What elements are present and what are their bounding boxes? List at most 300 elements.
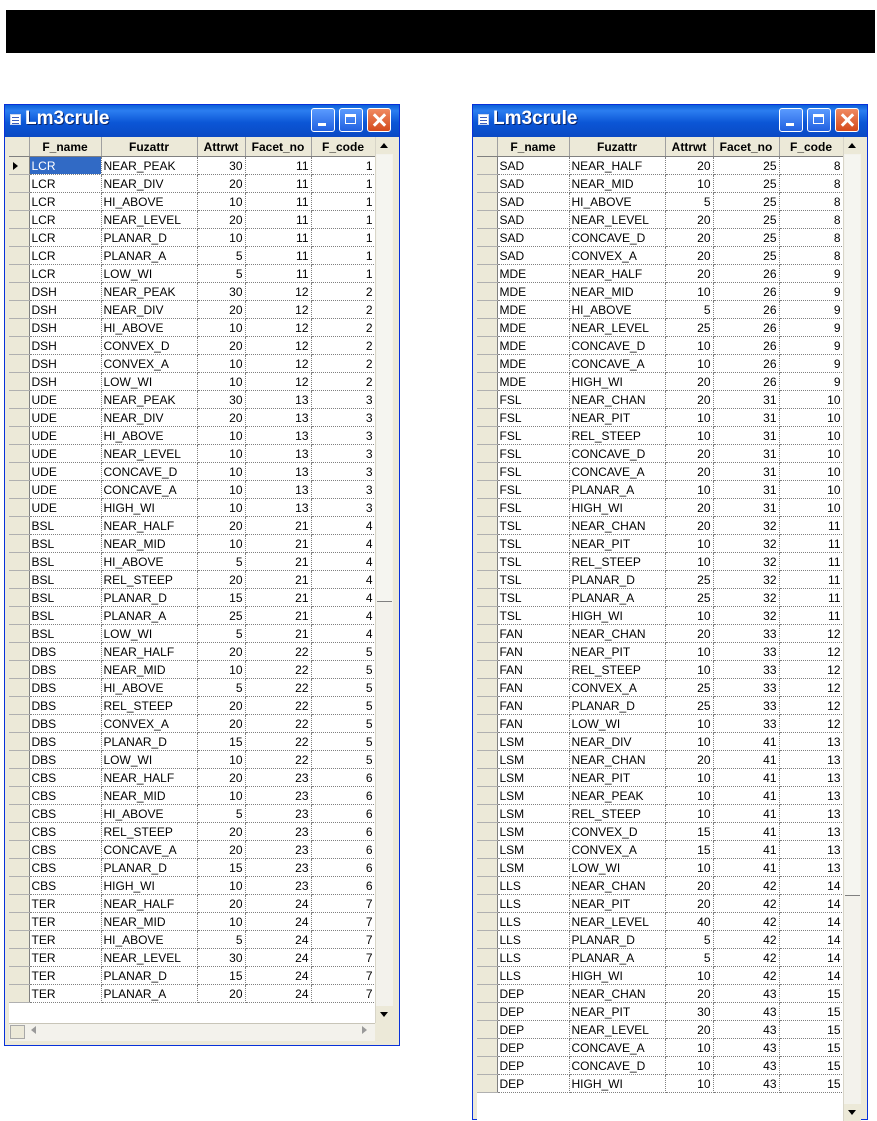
table-row[interactable]: [477, 931, 843, 949]
cell-f-code[interactable]: 9: [779, 265, 843, 283]
cell-f-code[interactable]: 10: [779, 427, 843, 445]
cell-f-name[interactable]: LLS: [497, 967, 569, 985]
cell-attrwt[interactable]: 10: [197, 445, 245, 463]
cell-facet-no[interactable]: 23: [245, 823, 311, 841]
row-selector[interactable]: [9, 265, 29, 283]
cell-f-code[interactable]: 5: [311, 643, 375, 661]
cell-facet-no[interactable]: 33: [713, 643, 779, 661]
cell-f-code[interactable]: 3: [311, 499, 375, 517]
cell-facet-no[interactable]: 21: [245, 535, 311, 553]
cell-attrwt[interactable]: 20: [197, 409, 245, 427]
cell-facet-no[interactable]: 41: [713, 787, 779, 805]
cell-f-code[interactable]: 5: [311, 697, 375, 715]
row-selector[interactable]: [9, 283, 29, 301]
cell-f-code[interactable]: 11: [779, 535, 843, 553]
table-row[interactable]: [477, 319, 843, 337]
cell-facet-no[interactable]: 21: [245, 571, 311, 589]
cell-facet-no[interactable]: 41: [713, 859, 779, 877]
cell-attrwt[interactable]: 10: [665, 283, 713, 301]
cell-f-code[interactable]: 5: [311, 733, 375, 751]
row-selector[interactable]: [477, 1057, 497, 1075]
cell-f-name[interactable]: LLS: [497, 877, 569, 895]
cell-attrwt[interactable]: 10: [665, 355, 713, 373]
cell-attrwt[interactable]: 5: [197, 265, 245, 283]
cell-f-name[interactable]: DSH: [29, 301, 101, 319]
table-row[interactable]: [9, 823, 375, 841]
cell-f-code[interactable]: 5: [311, 715, 375, 733]
row-selector[interactable]: [477, 1039, 497, 1057]
cell-facet-no[interactable]: 23: [245, 787, 311, 805]
cell-f-name[interactable]: MDE: [497, 355, 569, 373]
table-row[interactable]: [9, 319, 375, 337]
cell-attrwt[interactable]: 20: [665, 463, 713, 481]
row-selector[interactable]: [477, 391, 497, 409]
cell-facet-no[interactable]: 42: [713, 949, 779, 967]
cell-f-name[interactable]: FAN: [497, 679, 569, 697]
cell-attrwt[interactable]: 10: [197, 661, 245, 679]
cell-attrwt[interactable]: 10: [197, 481, 245, 499]
cell-attrwt[interactable]: 15: [197, 859, 245, 877]
cell-facet-no[interactable]: 11: [245, 229, 311, 247]
cell-fuzattr[interactable]: NEAR_PIT: [569, 409, 665, 427]
cell-fuzattr[interactable]: PLANAR_D: [569, 931, 665, 949]
table-row[interactable]: [477, 625, 843, 643]
row-selector[interactable]: [477, 211, 497, 229]
cell-facet-no[interactable]: 24: [245, 913, 311, 931]
cell-f-name[interactable]: DBS: [29, 661, 101, 679]
cell-facet-no[interactable]: 31: [713, 481, 779, 499]
cell-attrwt[interactable]: 10: [665, 427, 713, 445]
cell-f-code[interactable]: 14: [779, 895, 843, 913]
row-selector[interactable]: [9, 571, 29, 589]
row-selector[interactable]: [9, 175, 29, 193]
cell-f-name[interactable]: FAN: [497, 625, 569, 643]
table-row[interactable]: [9, 697, 375, 715]
table-row[interactable]: [9, 895, 375, 913]
cell-f-code[interactable]: 7: [311, 913, 375, 931]
column-header-f-name[interactable]: F_name: [29, 137, 101, 157]
cell-attrwt[interactable]: 10: [665, 805, 713, 823]
row-selector[interactable]: [477, 481, 497, 499]
table-row[interactable]: [477, 589, 843, 607]
cell-attrwt[interactable]: 20: [665, 877, 713, 895]
row-selector[interactable]: [9, 769, 29, 787]
table-row[interactable]: [477, 355, 843, 373]
table-row[interactable]: [477, 517, 843, 535]
row-selector[interactable]: [9, 625, 29, 643]
cell-attrwt[interactable]: 15: [665, 823, 713, 841]
cell-attrwt[interactable]: 5: [197, 553, 245, 571]
row-selector[interactable]: [477, 805, 497, 823]
cell-f-name[interactable]: LCR: [29, 229, 101, 247]
cell-f-name[interactable]: TSL: [497, 517, 569, 535]
cell-fuzattr[interactable]: NEAR_CHAN: [569, 391, 665, 409]
cell-facet-no[interactable]: 33: [713, 679, 779, 697]
cell-fuzattr[interactable]: NEAR_CHAN: [569, 877, 665, 895]
cell-fuzattr[interactable]: CONVEX_A: [569, 841, 665, 859]
cell-fuzattr[interactable]: PLANAR_D: [569, 571, 665, 589]
cell-f-name[interactable]: LLS: [497, 895, 569, 913]
cell-fuzattr[interactable]: HIGH_WI: [101, 877, 197, 895]
cell-f-name[interactable]: DEP: [497, 985, 569, 1003]
cell-fuzattr[interactable]: REL_STEEP: [101, 823, 197, 841]
row-selector[interactable]: [477, 895, 497, 913]
cell-attrwt[interactable]: 20: [197, 697, 245, 715]
cell-f-code[interactable]: 8: [779, 229, 843, 247]
table-row[interactable]: [477, 337, 843, 355]
cell-fuzattr[interactable]: PLANAR_D: [101, 589, 197, 607]
cell-facet-no[interactable]: 21: [245, 625, 311, 643]
cell-fuzattr[interactable]: NEAR_LEVEL: [569, 319, 665, 337]
cell-fuzattr[interactable]: NEAR_PIT: [569, 643, 665, 661]
row-selector[interactable]: [9, 697, 29, 715]
cell-f-code[interactable]: 12: [779, 679, 843, 697]
cell-attrwt[interactable]: 10: [665, 175, 713, 193]
cell-fuzattr[interactable]: REL_STEEP: [101, 697, 197, 715]
row-selector[interactable]: [477, 373, 497, 391]
cell-attrwt[interactable]: 5: [665, 301, 713, 319]
table-row[interactable]: [9, 337, 375, 355]
cell-f-name[interactable]: DBS: [29, 751, 101, 769]
cell-fuzattr[interactable]: LOW_WI: [101, 625, 197, 643]
row-selector[interactable]: [9, 553, 29, 571]
close-button[interactable]: [367, 108, 391, 132]
table-row[interactable]: [9, 553, 375, 571]
cell-facet-no[interactable]: 11: [245, 211, 311, 229]
cell-facet-no[interactable]: 33: [713, 661, 779, 679]
cell-fuzattr[interactable]: CONCAVE_D: [569, 1057, 665, 1075]
row-selector[interactable]: [9, 193, 29, 211]
row-selector[interactable]: [477, 355, 497, 373]
row-selector[interactable]: [477, 283, 497, 301]
row-selector[interactable]: [9, 841, 29, 859]
cell-facet-no[interactable]: 43: [713, 985, 779, 1003]
cell-f-code[interactable]: 3: [311, 481, 375, 499]
table-row[interactable]: [477, 697, 843, 715]
cell-fuzattr[interactable]: HIGH_WI: [569, 967, 665, 985]
cell-fuzattr[interactable]: HI_ABOVE: [569, 193, 665, 211]
row-selector[interactable]: [477, 319, 497, 337]
table-row[interactable]: [9, 229, 375, 247]
row-selector[interactable]: [9, 661, 29, 679]
cell-fuzattr[interactable]: NEAR_DIV: [569, 733, 665, 751]
cell-facet-no[interactable]: 24: [245, 931, 311, 949]
row-selector[interactable]: [477, 499, 497, 517]
cell-f-code[interactable]: 13: [779, 859, 843, 877]
cell-f-name[interactable]: LCR: [29, 247, 101, 265]
cell-facet-no[interactable]: 22: [245, 679, 311, 697]
cell-facet-no[interactable]: 41: [713, 751, 779, 769]
cell-f-code[interactable]: 1: [311, 175, 375, 193]
cell-facet-no[interactable]: 26: [713, 355, 779, 373]
table-row[interactable]: [9, 715, 375, 733]
cell-f-code[interactable]: 14: [779, 877, 843, 895]
cell-facet-no[interactable]: 21: [245, 553, 311, 571]
cell-f-name[interactable]: SAD: [497, 229, 569, 247]
cell-attrwt[interactable]: 10: [665, 337, 713, 355]
maximize-button[interactable]: [339, 108, 363, 132]
row-selector[interactable]: [9, 859, 29, 877]
cell-facet-no[interactable]: 23: [245, 877, 311, 895]
table-row[interactable]: [477, 679, 843, 697]
cell-fuzattr[interactable]: LOW_WI: [101, 265, 197, 283]
cell-f-name[interactable]: MDE: [497, 337, 569, 355]
cell-f-code[interactable]: 6: [311, 805, 375, 823]
cell-attrwt[interactable]: 20: [665, 229, 713, 247]
selector-header[interactable]: [9, 137, 29, 157]
cell-f-code[interactable]: 11: [779, 571, 843, 589]
cell-f-code[interactable]: 15: [779, 1039, 843, 1057]
cell-facet-no[interactable]: 22: [245, 751, 311, 769]
cell-attrwt[interactable]: 20: [665, 625, 713, 643]
cell-facet-no[interactable]: 43: [713, 1021, 779, 1039]
cell-attrwt[interactable]: 20: [197, 211, 245, 229]
row-selector[interactable]: [477, 409, 497, 427]
cell-f-name[interactable]: CBS: [29, 769, 101, 787]
cell-fuzattr[interactable]: NEAR_LEVEL: [101, 445, 197, 463]
row-selector[interactable]: [477, 175, 497, 193]
cell-f-code[interactable]: 13: [779, 805, 843, 823]
row-selector[interactable]: [477, 625, 497, 643]
cell-facet-no[interactable]: 22: [245, 715, 311, 733]
row-selector[interactable]: [477, 679, 497, 697]
cell-facet-no[interactable]: 25: [713, 211, 779, 229]
row-selector[interactable]: [9, 931, 29, 949]
cell-fuzattr[interactable]: HI_ABOVE: [101, 319, 197, 337]
cell-fuzattr[interactable]: NEAR_DIV: [101, 301, 197, 319]
cell-f-code[interactable]: 9: [779, 283, 843, 301]
cell-fuzattr[interactable]: PLANAR_D: [101, 967, 197, 985]
row-selector[interactable]: [477, 715, 497, 733]
cell-facet-no[interactable]: 21: [245, 517, 311, 535]
cell-fuzattr[interactable]: CONCAVE_A: [101, 841, 197, 859]
row-selector[interactable]: [9, 211, 29, 229]
cell-attrwt[interactable]: 10: [197, 877, 245, 895]
cell-facet-no[interactable]: 26: [713, 337, 779, 355]
cell-facet-no[interactable]: 32: [713, 553, 779, 571]
cell-fuzattr[interactable]: HI_ABOVE: [101, 553, 197, 571]
table-row[interactable]: [477, 787, 843, 805]
column-header-f-code[interactable]: F_code: [311, 137, 375, 157]
cell-facet-no[interactable]: 25: [713, 157, 779, 175]
cell-f-name[interactable]: BSL: [29, 589, 101, 607]
table-row[interactable]: [477, 769, 843, 787]
table-row[interactable]: [9, 841, 375, 859]
cell-f-name[interactable]: FSL: [497, 427, 569, 445]
scroll-down-button[interactable]: [844, 1104, 861, 1121]
cell-f-name[interactable]: LSM: [497, 787, 569, 805]
cell-f-code[interactable]: 9: [779, 355, 843, 373]
table-row[interactable]: [477, 247, 843, 265]
cell-facet-no[interactable]: 13: [245, 481, 311, 499]
cell-f-code[interactable]: 9: [779, 319, 843, 337]
cell-facet-no[interactable]: 43: [713, 1039, 779, 1057]
cell-facet-no[interactable]: 12: [245, 373, 311, 391]
table-row[interactable]: [477, 499, 843, 517]
cell-f-name[interactable]: LCR: [29, 211, 101, 229]
cell-f-code[interactable]: 12: [779, 697, 843, 715]
row-selector[interactable]: [9, 517, 29, 535]
table-row[interactable]: [477, 607, 843, 625]
cell-f-name[interactable]: UDE: [29, 445, 101, 463]
cell-f-name[interactable]: LSM: [497, 751, 569, 769]
cell-f-code[interactable]: 8: [779, 211, 843, 229]
row-selector[interactable]: [477, 841, 497, 859]
cell-attrwt[interactable]: 10: [665, 481, 713, 499]
cell-fuzattr[interactable]: CONVEX_D: [101, 337, 197, 355]
cell-attrwt[interactable]: 20: [665, 985, 713, 1003]
table-row[interactable]: [477, 481, 843, 499]
cell-f-code[interactable]: 4: [311, 589, 375, 607]
table-row[interactable]: [477, 913, 843, 931]
cell-attrwt[interactable]: 5: [197, 679, 245, 697]
cell-f-code[interactable]: 6: [311, 787, 375, 805]
cell-facet-no[interactable]: 24: [245, 967, 311, 985]
cell-fuzattr[interactable]: PLANAR_D: [101, 229, 197, 247]
column-header-f-code[interactable]: F_code: [779, 137, 843, 157]
cell-f-name[interactable]: DEP: [497, 1075, 569, 1093]
cell-attrwt[interactable]: 10: [665, 769, 713, 787]
table-row[interactable]: [477, 895, 843, 913]
cell-f-code[interactable]: 13: [779, 823, 843, 841]
cell-attrwt[interactable]: 10: [197, 499, 245, 517]
cell-facet-no[interactable]: 25: [713, 247, 779, 265]
cell-facet-no[interactable]: 25: [713, 175, 779, 193]
row-selector[interactable]: [9, 805, 29, 823]
table-row[interactable]: [9, 661, 375, 679]
row-selector[interactable]: [477, 877, 497, 895]
cell-facet-no[interactable]: 42: [713, 913, 779, 931]
cell-fuzattr[interactable]: PLANAR_D: [101, 859, 197, 877]
cell-facet-no[interactable]: 12: [245, 355, 311, 373]
cell-facet-no[interactable]: 26: [713, 301, 779, 319]
cell-f-name[interactable]: DSH: [29, 355, 101, 373]
cell-f-code[interactable]: 10: [779, 463, 843, 481]
row-selector[interactable]: [9, 715, 29, 733]
cell-f-code[interactable]: 7: [311, 931, 375, 949]
cell-f-code[interactable]: 7: [311, 949, 375, 967]
vertical-scrollbar[interactable]: [843, 137, 861, 1121]
cell-fuzattr[interactable]: CONCAVE_A: [569, 1039, 665, 1057]
cell-f-code[interactable]: 11: [779, 589, 843, 607]
row-selector[interactable]: [9, 787, 29, 805]
cell-facet-no[interactable]: 13: [245, 391, 311, 409]
cell-facet-no[interactable]: 23: [245, 769, 311, 787]
cell-f-name[interactable]: DSH: [29, 283, 101, 301]
column-header-f-name[interactable]: F_name: [497, 137, 569, 157]
cell-f-code[interactable]: 2: [311, 355, 375, 373]
selector-header[interactable]: [477, 137, 497, 157]
cell-f-name[interactable]: DSH: [29, 337, 101, 355]
cell-attrwt[interactable]: 10: [665, 535, 713, 553]
cell-f-name[interactable]: MDE: [497, 283, 569, 301]
table-row[interactable]: [477, 265, 843, 283]
cell-attrwt[interactable]: 10: [197, 373, 245, 391]
cell-facet-no[interactable]: 23: [245, 841, 311, 859]
cell-f-name[interactable]: LLS: [497, 913, 569, 931]
cell-fuzattr[interactable]: CONCAVE_A: [101, 481, 197, 499]
row-selector[interactable]: [9, 319, 29, 337]
row-selector[interactable]: [477, 949, 497, 967]
cell-facet-no[interactable]: 11: [245, 247, 311, 265]
cell-fuzattr[interactable]: PLANAR_A: [101, 607, 197, 625]
scroll-thumb-horizontal[interactable]: [10, 1025, 25, 1039]
cell-facet-no[interactable]: 31: [713, 499, 779, 517]
cell-facet-no[interactable]: 21: [245, 589, 311, 607]
cell-f-name[interactable]: DBS: [29, 643, 101, 661]
cell-attrwt[interactable]: 5: [665, 193, 713, 211]
cell-facet-no[interactable]: 25: [713, 229, 779, 247]
cell-f-code[interactable]: 9: [779, 337, 843, 355]
table-row[interactable]: [477, 877, 843, 895]
column-header-fuzattr[interactable]: Fuzattr: [569, 137, 665, 157]
cell-f-name[interactable]: DEP: [497, 1003, 569, 1021]
horizontal-scrollbar[interactable]: [9, 1023, 375, 1041]
table-row[interactable]: [9, 427, 375, 445]
cell-facet-no[interactable]: 22: [245, 733, 311, 751]
cell-facet-no[interactable]: 32: [713, 571, 779, 589]
cell-f-name[interactable]: BSL: [29, 553, 101, 571]
cell-f-code[interactable]: 15: [779, 1003, 843, 1021]
cell-attrwt[interactable]: 20: [665, 265, 713, 283]
cell-fuzattr[interactable]: NEAR_DIV: [101, 409, 197, 427]
table-row[interactable]: [9, 949, 375, 967]
cell-f-code[interactable]: 13: [779, 787, 843, 805]
cell-facet-no[interactable]: 23: [245, 859, 311, 877]
cell-fuzattr[interactable]: NEAR_MID: [101, 661, 197, 679]
cell-fuzattr[interactable]: HI_ABOVE: [101, 193, 197, 211]
table-row[interactable]: [477, 985, 843, 1003]
cell-attrwt[interactable]: 10: [665, 661, 713, 679]
cell-f-code[interactable]: 1: [311, 211, 375, 229]
table-row[interactable]: [9, 193, 375, 211]
cell-attrwt[interactable]: 10: [197, 535, 245, 553]
cell-fuzattr[interactable]: PLANAR_A: [101, 985, 197, 1003]
cell-attrwt[interactable]: 20: [665, 247, 713, 265]
cell-f-name[interactable]: TER: [29, 895, 101, 913]
table-row[interactable]: [9, 355, 375, 373]
cell-f-code[interactable]: 6: [311, 859, 375, 877]
cell-f-code[interactable]: 15: [779, 1021, 843, 1039]
cell-attrwt[interactable]: 30: [197, 391, 245, 409]
row-selector[interactable]: [477, 571, 497, 589]
cell-f-name[interactable]: BSL: [29, 517, 101, 535]
row-selector[interactable]: [477, 643, 497, 661]
cell-f-name[interactable]: SAD: [497, 157, 569, 175]
cell-facet-no[interactable]: 13: [245, 409, 311, 427]
column-header-fuzattr[interactable]: Fuzattr: [101, 137, 197, 157]
cell-f-code[interactable]: 9: [779, 301, 843, 319]
cell-attrwt[interactable]: 20: [197, 985, 245, 1003]
cell-f-code[interactable]: 14: [779, 913, 843, 931]
cell-f-code[interactable]: 15: [779, 985, 843, 1003]
cell-facet-no[interactable]: 12: [245, 283, 311, 301]
cell-attrwt[interactable]: 5: [197, 625, 245, 643]
cell-attrwt[interactable]: 25: [665, 679, 713, 697]
row-selector[interactable]: [477, 913, 497, 931]
cell-facet-no[interactable]: 33: [713, 715, 779, 733]
cell-f-name[interactable]: LSM: [497, 805, 569, 823]
cell-f-code[interactable]: 2: [311, 319, 375, 337]
cell-f-name[interactable]: MDE: [497, 265, 569, 283]
cell-f-code[interactable]: 13: [779, 841, 843, 859]
cell-f-name[interactable]: BSL: [29, 535, 101, 553]
close-button[interactable]: [835, 108, 859, 132]
cell-f-name[interactable]: CBS: [29, 805, 101, 823]
cell-attrwt[interactable]: 10: [197, 751, 245, 769]
cell-f-code[interactable]: 3: [311, 463, 375, 481]
row-selector[interactable]: [9, 157, 29, 175]
